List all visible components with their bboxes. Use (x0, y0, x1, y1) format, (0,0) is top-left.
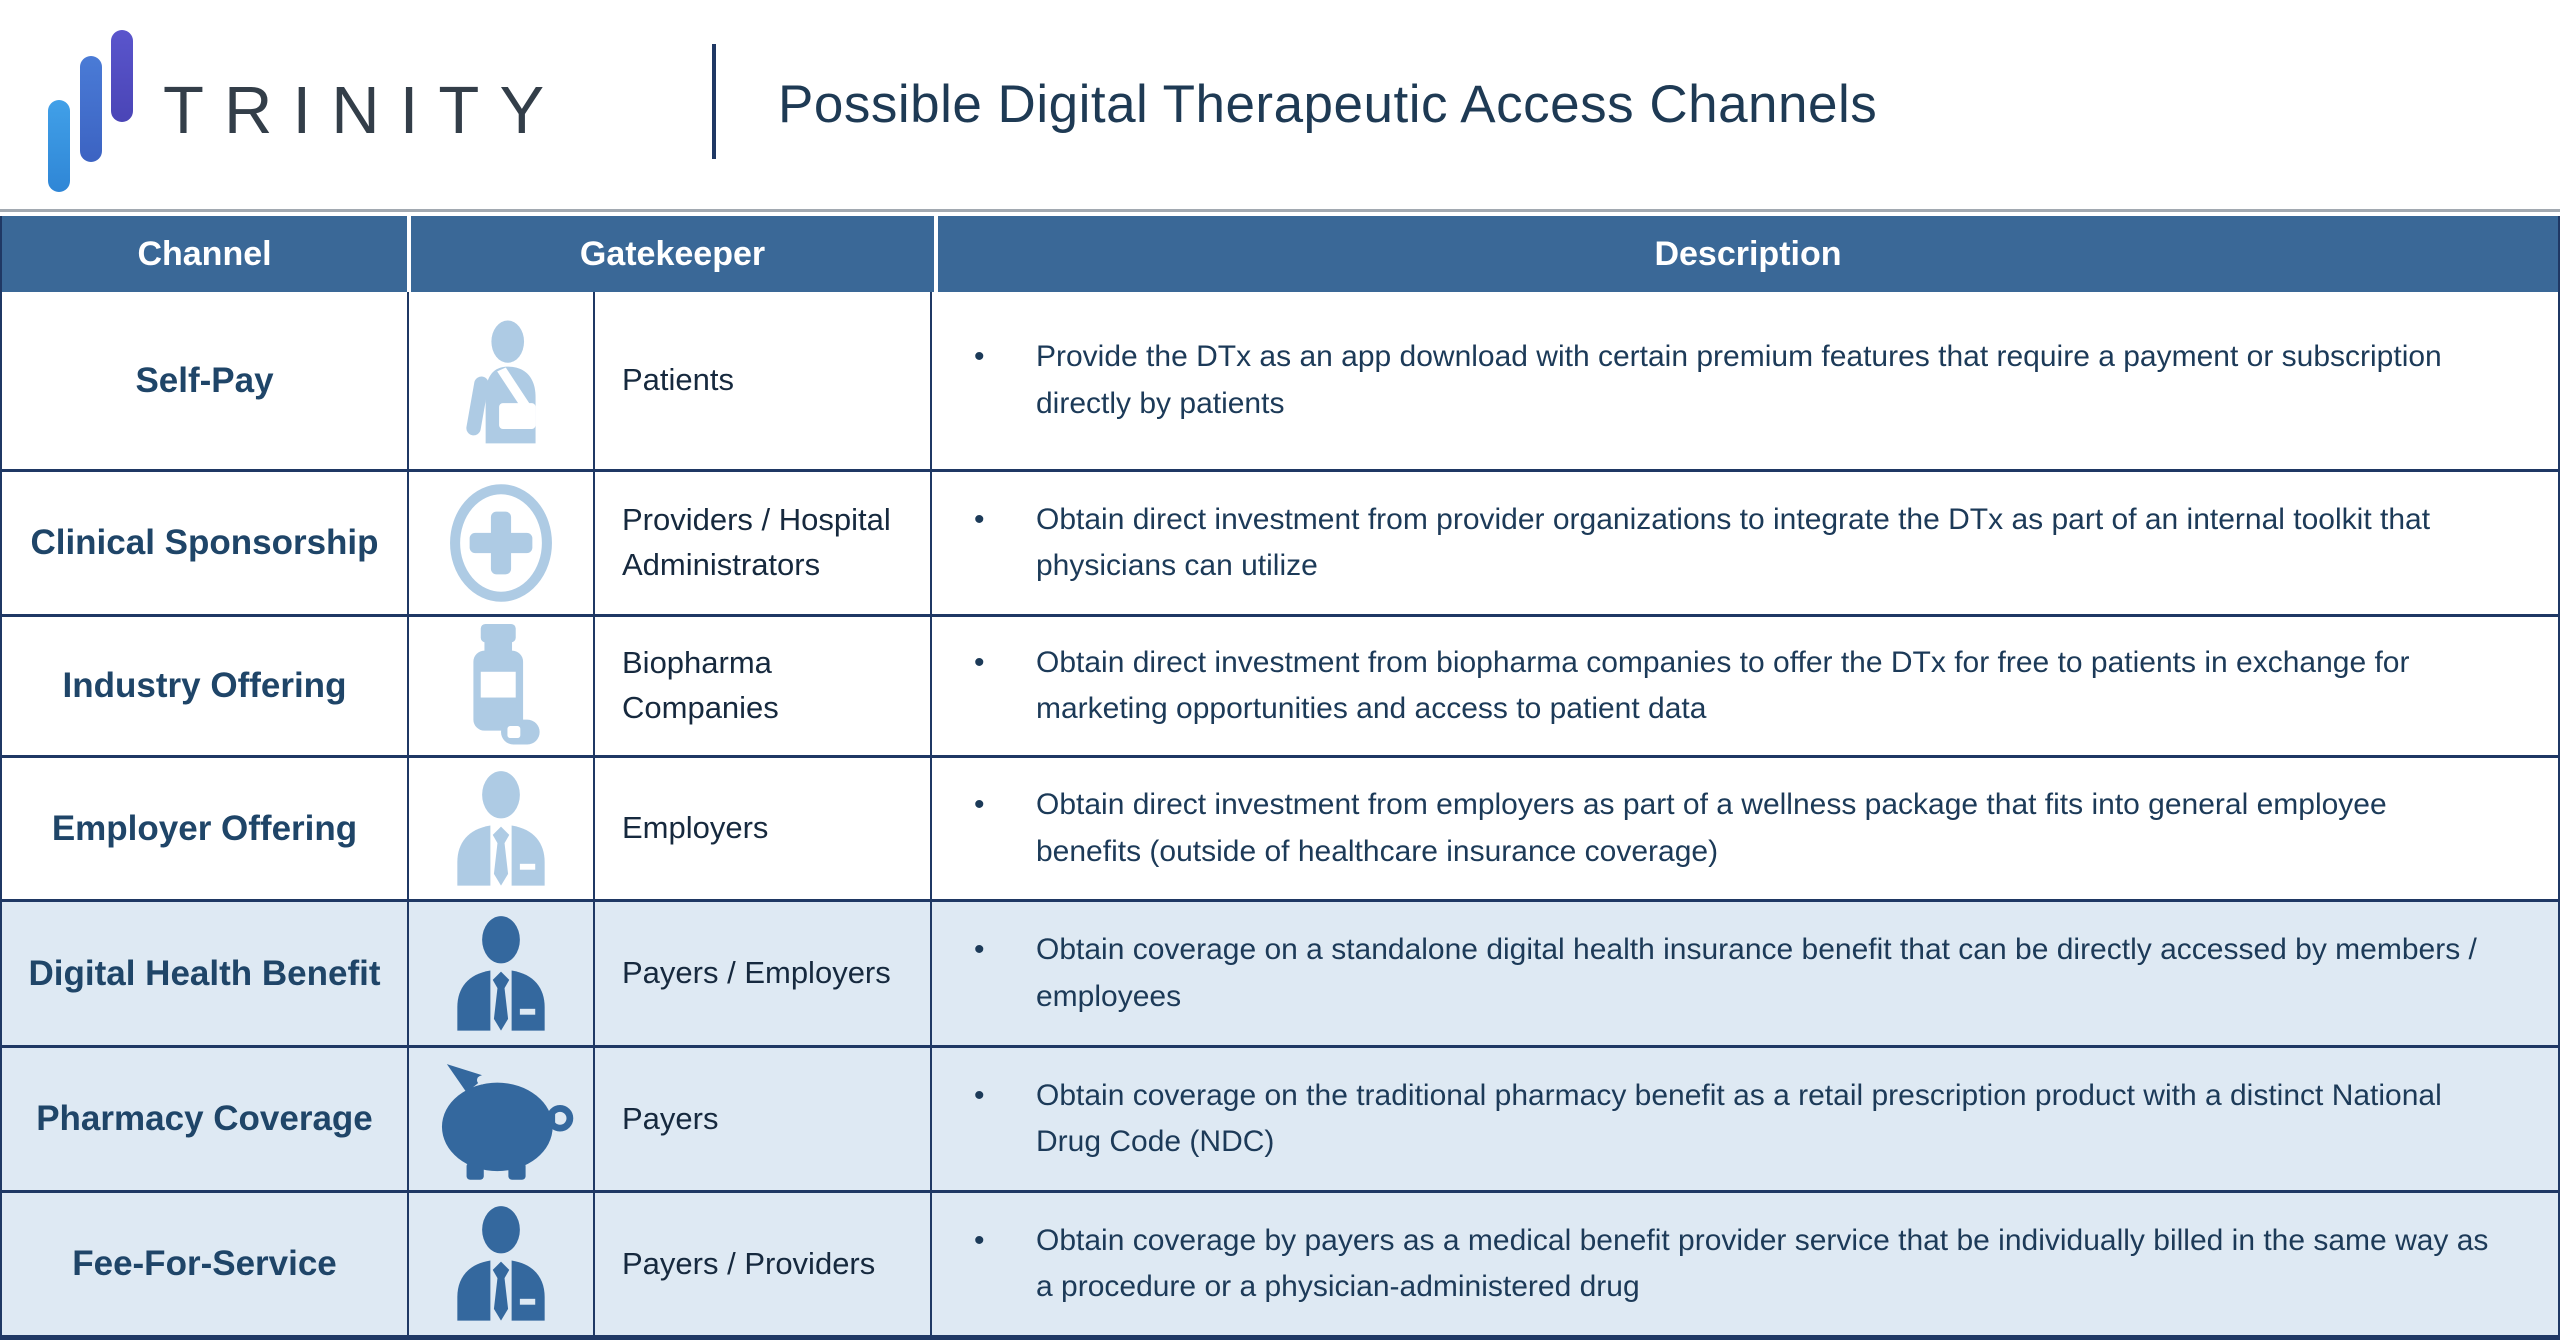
logo-bar-light (48, 100, 70, 192)
trinity-logo-icon (40, 20, 150, 195)
table-row (2, 755, 2558, 899)
gatekeeper-cell: Employers (622, 810, 769, 846)
gatekeeper-cell: Patients (622, 362, 735, 398)
businessperson-icon (407, 902, 595, 1045)
description-cell (930, 1048, 2558, 1190)
channel-cell: Clinical Sponsorship (30, 523, 379, 563)
description-cell (930, 902, 2558, 1045)
description-text: Obtain direct investment from employers as part of a wellness package that fits into general employee benefits (outside of healthcare insurance coverage) (1036, 788, 2387, 868)
patient-icon (407, 292, 595, 469)
title-divider (712, 44, 716, 159)
description-text: Obtain direct investment from provider organizations to integrate the DTx as part of an internal toolkit that physicians can utilize (1036, 502, 2431, 582)
gatekeeper-cell: Payers / Employers (622, 955, 891, 991)
column-header-channel: Channel (137, 234, 272, 273)
bullet: • (974, 788, 985, 821)
bullet: • (974, 1078, 985, 1112)
table-row (2, 469, 2558, 614)
table-row (2, 292, 2558, 469)
page-title: Possible Digital Therapeutic Access Channels (778, 75, 1878, 134)
header-rule (0, 209, 2560, 212)
description-cell (930, 758, 2558, 899)
channel-cell: Industry Offering (62, 666, 347, 706)
gatekeeper-cell: Payers (622, 1100, 719, 1136)
description-text: Obtain coverage by payers as a medical benefit provider service that be individually billed in the same way as a procedure or a physician-administered drug (1036, 1223, 2489, 1303)
table-body (2, 292, 2558, 1335)
description-text: Obtain direct investment from biopharma companies to offer the DTx for free to patients in exchange for marketing opportunities and access to patient data (1036, 645, 2410, 725)
channel-cell: Self-Pay (135, 360, 274, 400)
channel-cell: Digital Health Benefit (28, 953, 381, 993)
gatekeeper-cell: Providers / Hospital Administrators (622, 502, 891, 582)
brand-header (0, 0, 2560, 209)
bullet: • (974, 1223, 985, 1257)
brand-name: TRINITY (163, 73, 565, 148)
channel-cell: Fee-For-Service (72, 1244, 337, 1284)
description-text: Obtain coverage on the traditional pharmacy benefit as a retail prescription product with a distinct National Drug Code (NDC) (1036, 1078, 2442, 1158)
logo-bar-mid (80, 56, 102, 162)
table-header-row (2, 216, 2558, 292)
logo-bar-dark (111, 30, 133, 122)
bullet: • (974, 645, 985, 679)
bullet: • (974, 340, 985, 373)
bullet: • (974, 933, 985, 966)
piggy-bank-icon (407, 1048, 595, 1190)
gatekeeper-cell: Biopharma Companies (622, 645, 779, 725)
column-header-description: Description (934, 216, 2558, 292)
medical-cross-icon (407, 472, 595, 614)
channel-cell: Pharmacy Coverage (36, 1099, 373, 1139)
description-cell (930, 617, 2558, 755)
channel-cell: Employer Offering (51, 808, 358, 848)
businessperson-icon (407, 1193, 595, 1335)
description-cell (930, 292, 2558, 469)
description-cell (930, 472, 2558, 614)
description-text: Obtain coverage on a standalone digital health insurance benefit that can be directly accessed by members / employees (1036, 933, 2477, 1013)
pill-bottle-icon (407, 617, 595, 755)
table-row (2, 1190, 2558, 1335)
table-row (2, 1045, 2558, 1190)
access-channels-table (0, 216, 2560, 1340)
description-text: Provide the DTx as an app download with certain premium features that require a payment or subscription directly by patients (1036, 340, 2442, 420)
table-row (2, 614, 2558, 755)
column-header-gatekeeper: Gatekeeper (407, 216, 934, 292)
gatekeeper-cell: Payers / Providers (622, 1245, 876, 1281)
businessperson-icon (407, 758, 595, 899)
table-row (2, 899, 2558, 1045)
description-cell (930, 1193, 2558, 1335)
bullet: • (974, 502, 985, 536)
